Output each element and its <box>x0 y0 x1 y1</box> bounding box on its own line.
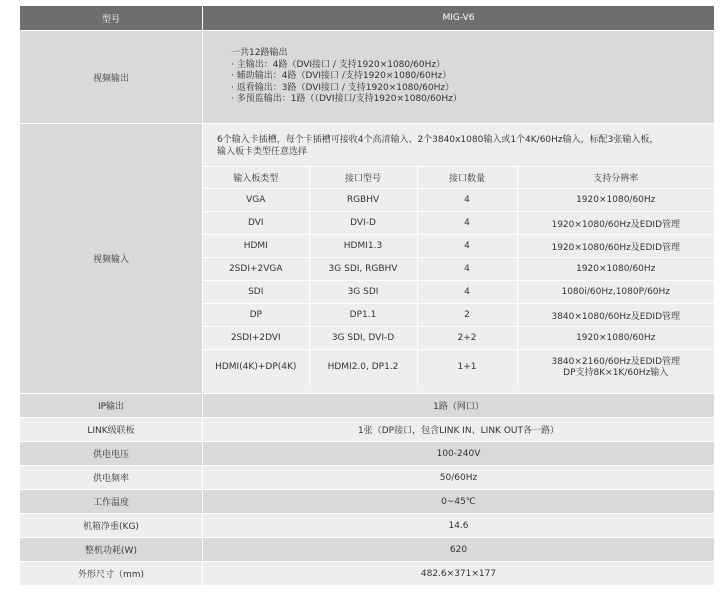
resolution: 3840×1080/60Hz及EDID管理 <box>517 304 714 327</box>
video-input-label: 视频输入 <box>20 124 203 393</box>
spec-value: 100-240V <box>203 442 714 465</box>
resolution <box>517 350 714 386</box>
port-count: 4 <box>417 235 517 258</box>
video-input-value <box>203 124 714 393</box>
port-model: 3G SDI, DVI-D <box>309 327 417 350</box>
port-model: HDMI1.3 <box>309 235 417 258</box>
board-type: VGA <box>203 189 309 212</box>
header-row <box>20 6 714 31</box>
resolution: 1920×1080/60Hz及EDID管理 <box>517 235 714 258</box>
spec-row <box>20 562 714 586</box>
spec-value: 50/60Hz <box>203 466 714 489</box>
port-model: HDMI2.0, DP1.2 <box>309 350 417 386</box>
spec-table <box>20 6 714 586</box>
spec-label: 供电频率 <box>20 466 203 489</box>
spec-value: 1路（网口） <box>203 394 714 417</box>
spec-row <box>20 394 714 418</box>
spec-label: 机箱净重(KG) <box>20 514 203 537</box>
resolution-line: DP支持8K×1K/60Hz输入 <box>563 367 669 378</box>
port-model: 3G SDI <box>309 281 417 304</box>
port-model: RGBHV <box>309 189 417 212</box>
video-output-row <box>20 31 714 124</box>
table-row <box>203 327 714 350</box>
resolution: 1920×1080/60Hz及EDID管理 <box>517 212 714 235</box>
video-output-line: · 返看输出：3路（DVI接口 / 支持1920×1080/60Hz） <box>231 82 455 93</box>
board-type: DP <box>203 304 309 327</box>
spec-value: 482.6×371×177 <box>203 562 714 585</box>
port-count: 2+2 <box>417 327 517 350</box>
spec-label: 供电电压 <box>20 442 203 465</box>
port-model: 3G SDI, RGBHV <box>309 258 417 281</box>
video-input-row <box>20 124 714 394</box>
video-input-description <box>203 124 714 166</box>
spec-value: 1张（DP接口，包含LINK IN、LINK OUT各一路） <box>203 418 714 441</box>
spec-label: 整机功耗(W) <box>20 538 203 561</box>
video-output-line: · 多预监输出：1路（（DVI接口/支持1920×1080/60Hz） <box>231 94 462 105</box>
video-output-lines <box>231 48 462 106</box>
video-output-line: 一共12路输出 <box>231 48 288 59</box>
resolution: 1920×1080/60Hz <box>517 189 714 212</box>
board-type: 2SDI+2VGA <box>203 258 309 281</box>
input-board-table <box>203 166 714 385</box>
table-row <box>203 304 714 327</box>
board-type: HDMI(4K)+DP(4K) <box>203 350 309 386</box>
spec-label: IP输出 <box>20 394 203 417</box>
board-type: DVI <box>203 212 309 235</box>
column-header: 支持分辨率 <box>517 167 714 189</box>
input-table-header <box>203 167 714 189</box>
video-output-value <box>203 31 714 123</box>
spec-row <box>20 490 714 514</box>
resolution-line: 3840×2160/60Hz及EDID管理 <box>551 356 681 367</box>
model-label: 型号 <box>20 6 203 30</box>
resolution: 1920×1080/60Hz <box>517 258 714 281</box>
table-row <box>203 258 714 281</box>
port-model: DP1.1 <box>309 304 417 327</box>
model-value: MIG-V6 <box>203 6 714 30</box>
port-count: 1+1 <box>417 350 517 386</box>
video-output-line: · 辅助输出：4路（DVI接口 /支持1920×1080/60Hz） <box>231 71 452 82</box>
spec-value: 620 <box>203 538 714 561</box>
column-header: 接口型号 <box>309 167 417 189</box>
board-type: HDMI <box>203 235 309 258</box>
resolution: 1920×1080/60Hz <box>517 327 714 350</box>
port-count: 2 <box>417 304 517 327</box>
resolution: 1080i/60Hz,1080P/60Hz <box>517 281 714 304</box>
port-model: DVI-D <box>309 212 417 235</box>
spec-row <box>20 442 714 466</box>
table-row <box>203 189 714 212</box>
spec-row <box>20 466 714 490</box>
table-row <box>203 235 714 258</box>
spec-label: 外形尺寸（mm) <box>20 562 203 585</box>
table-row <box>203 350 714 386</box>
board-type: SDI <box>203 281 309 304</box>
spec-row <box>20 514 714 538</box>
spec-value: 0~45℃ <box>203 490 714 513</box>
column-header: 输入板类型 <box>203 167 309 189</box>
spec-row <box>20 418 714 442</box>
spec-label: 工作温度 <box>20 490 203 513</box>
port-count: 4 <box>417 189 517 212</box>
video-input-desc-line: 6个输入卡插槽，每个卡插槽可接收4个高清输入、2个3840x1080输入或1个4K/60Hz输入，标配3张输入板， <box>217 135 659 145</box>
video-output-line: · 主输出：4路（DVI接口 / 支持1920×1080/60Hz） <box>231 59 446 70</box>
spec-row <box>20 538 714 562</box>
port-count: 4 <box>417 281 517 304</box>
table-row <box>203 281 714 304</box>
video-output-label: 视频输出 <box>20 31 203 123</box>
port-count: 4 <box>417 258 517 281</box>
board-type: 2SDI+2DVI <box>203 327 309 350</box>
spec-value: 14.6 <box>203 514 714 537</box>
video-input-desc-line: 输入板卡类型任意选择 <box>217 147 308 157</box>
column-header: 接口数量 <box>417 167 517 189</box>
spec-label: LINK级联板 <box>20 418 203 441</box>
table-row <box>203 212 714 235</box>
port-count: 4 <box>417 212 517 235</box>
